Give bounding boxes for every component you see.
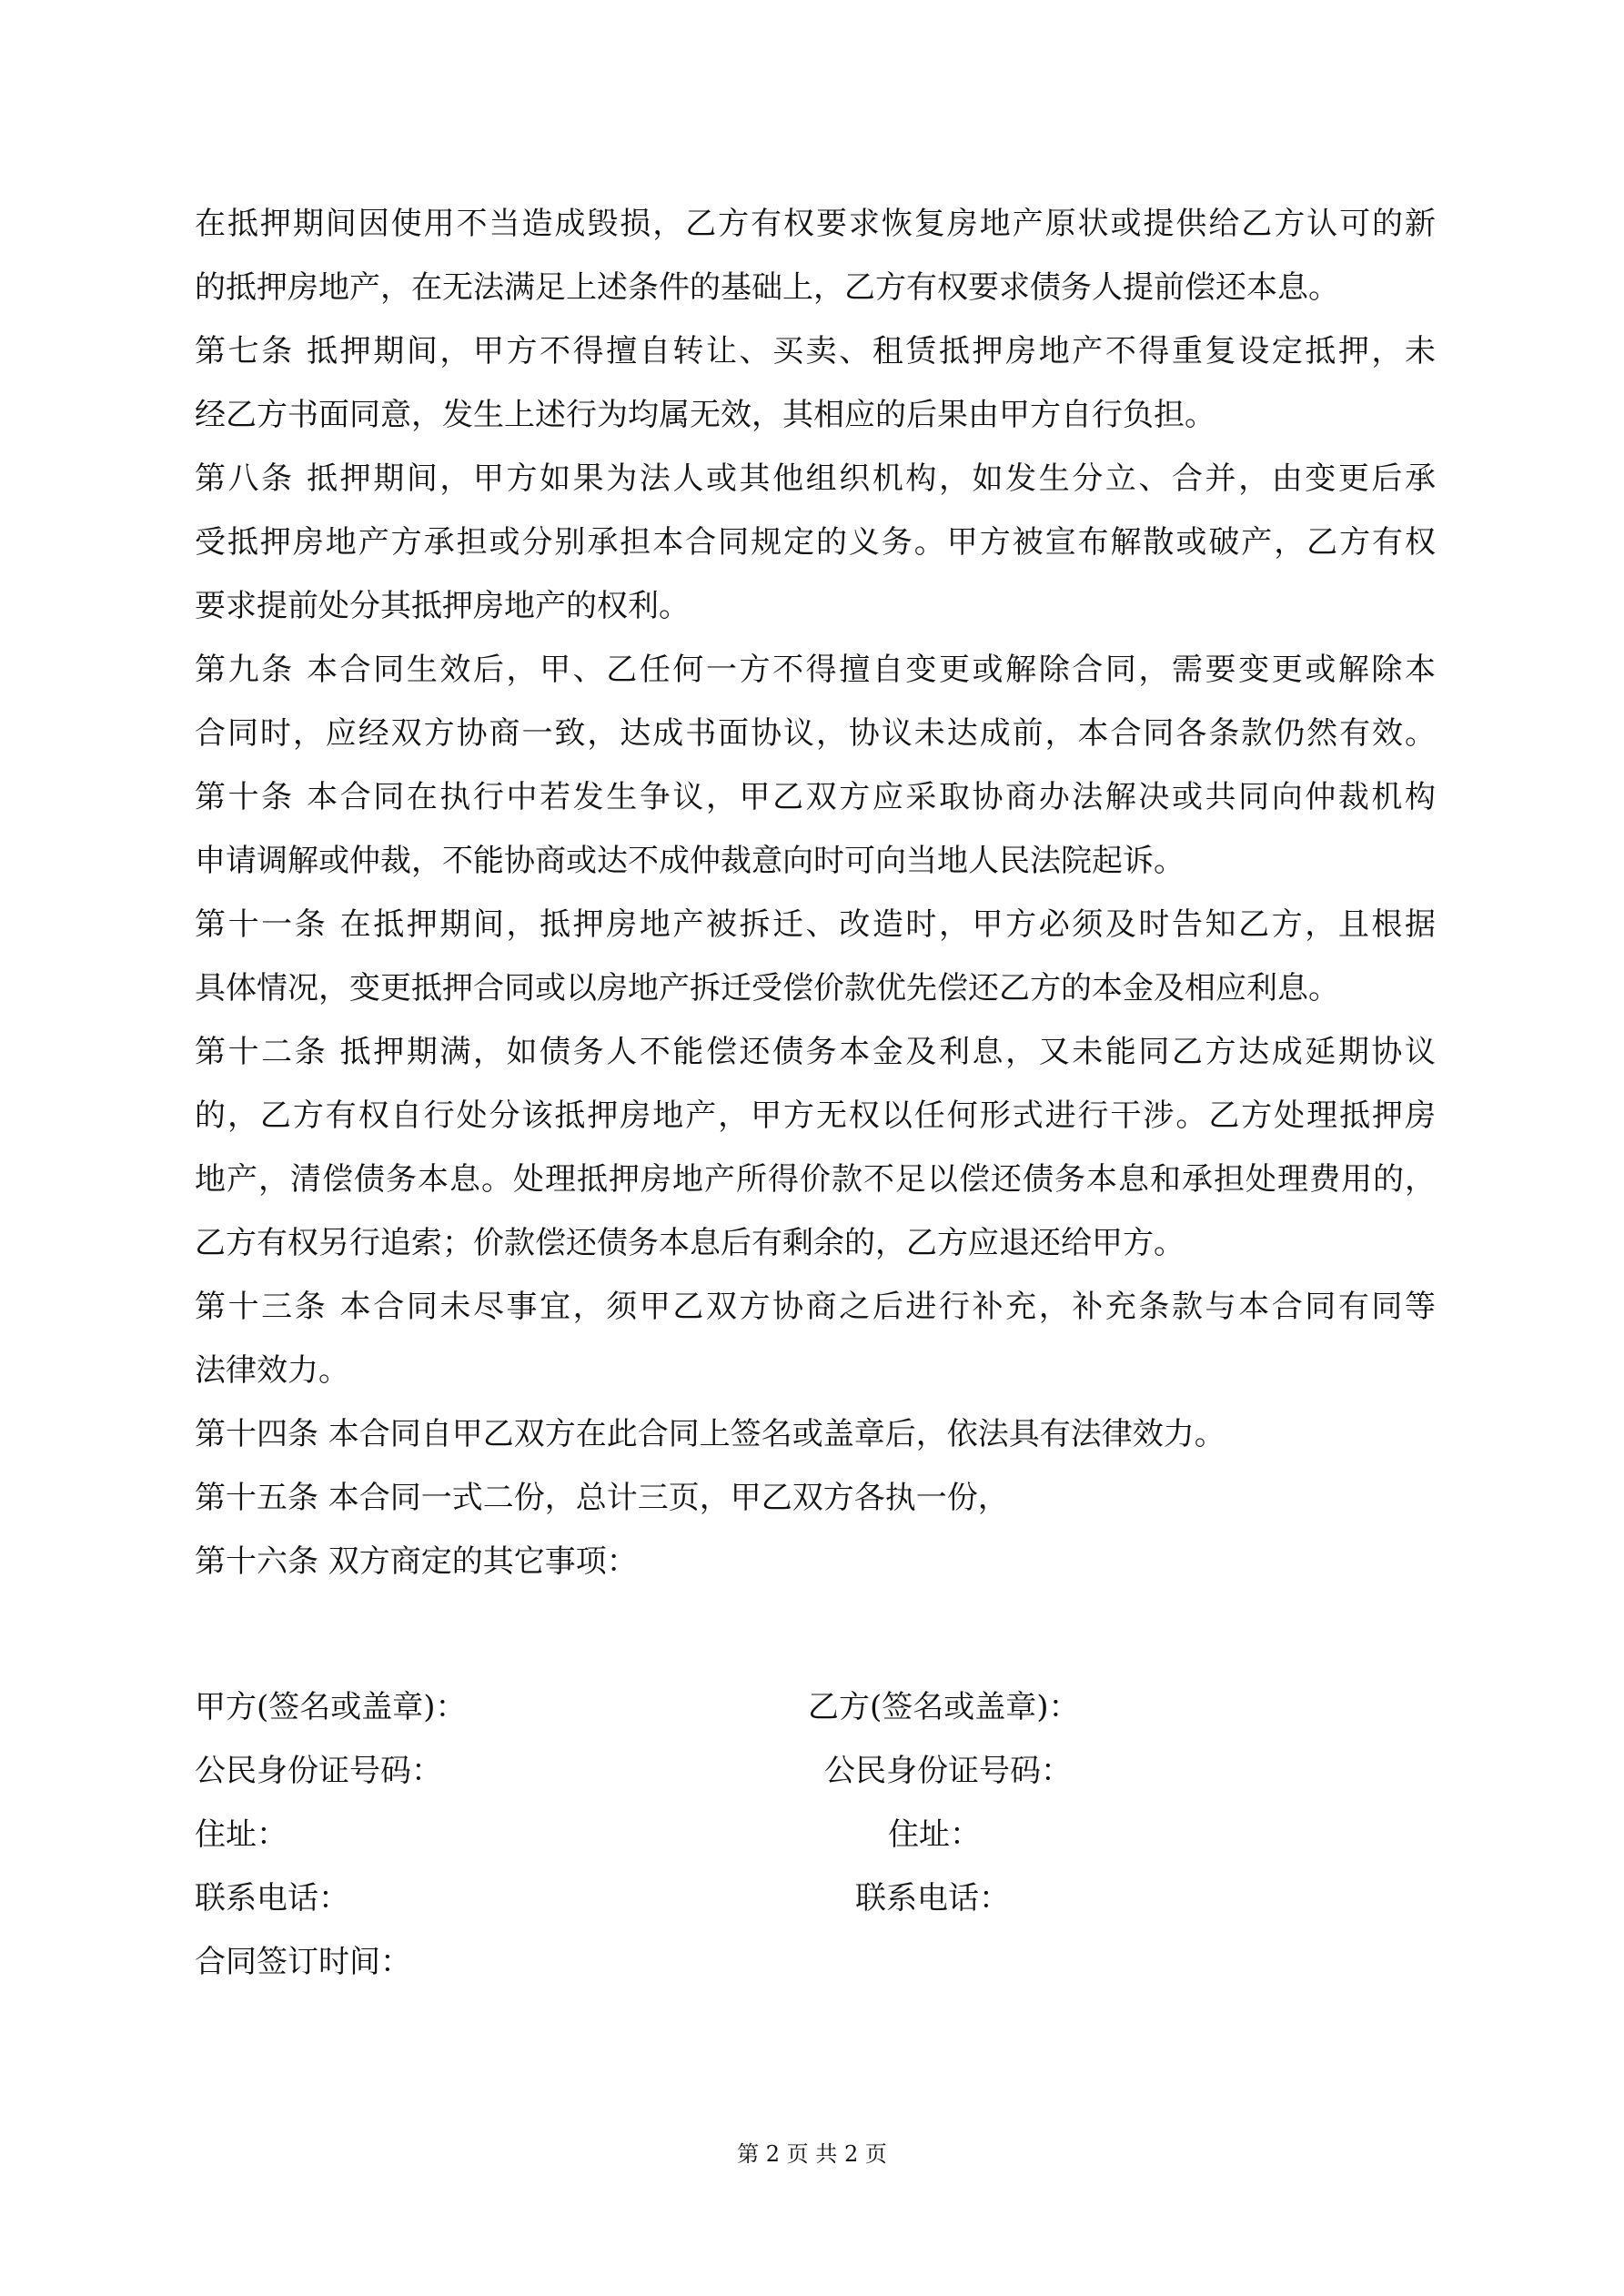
- body-line: 合同时，应经双方协商一致，达成书面协议，协议未达成前，本合同各条款仍然有效。: [195, 715, 1436, 752]
- body-line: 的抵押房地产，在无法满足上述条件的基础上，乙方有权要求债务人提前偿还本息。: [195, 269, 1339, 306]
- page-number-footer: 第 2 页 共 2 页: [737, 2141, 887, 2167]
- clause-16: 第十六条 双方商定的其它事项：: [195, 1543, 638, 1580]
- clause-10: 第十条 本合同在执行中若发生争议，甲乙双方应采取协商办法解决或共同向仲裁机构: [195, 779, 1436, 815]
- party-b-address-label: 住址：: [888, 1816, 981, 1853]
- party-a-phone-label: 联系电话：: [195, 1880, 349, 1917]
- party-b-phone-label: 联系电话：: [855, 1880, 1010, 1917]
- body-line: 法律效力。: [195, 1352, 349, 1389]
- party-b-id-label: 公民身份证号码：: [824, 1753, 1072, 1789]
- body-line: 受抵押房地产方承担或分别承担本合同规定的义务。甲方被宣布解散或破产，乙方有权: [195, 524, 1436, 561]
- body-line: 的，乙方有权自行处分该抵押房地产，甲方无权以任何形式进行干涉。乙方处理抵押房: [195, 1097, 1436, 1134]
- party-b-signature-label: 乙方(签名或盖章)：: [808, 1689, 1080, 1725]
- party-a-id-label: 公民身份证号码：: [195, 1753, 442, 1789]
- body-line: 要求提前处分其抵押房地产的权利。: [195, 588, 690, 624]
- body-line: 在抵押期间因使用不当造成毁损，乙方有权要求恢复房地产原状或提供给乙方认可的新: [195, 206, 1436, 242]
- signing-date-label: 合同签订时间：: [195, 1944, 411, 1980]
- body-line: 经乙方书面同意，发生上述行为均属无效，其相应的后果由甲方自行负担。: [195, 397, 1215, 433]
- clause-13: 第十三条 本合同未尽事宜，须甲乙双方协商之后进行补充，补充条款与本合同有同等: [195, 1289, 1436, 1325]
- clause-9: 第九条 本合同生效后，甲、乙任何一方不得擅自变更或解除合同，需要变更或解除本: [195, 652, 1436, 688]
- body-line: 申请调解或仲裁，不能协商或达不成仲裁意向时可向当地人民法院起诉。: [195, 843, 1185, 879]
- body-line: 乙方有权另行追索；价款偿还债务本息后有剩余的，乙方应退还给甲方。: [195, 1225, 1185, 1261]
- clause-14: 第十四条 本合同自甲乙双方在此合同上签名或盖章后，依法具有法律效力。: [195, 1416, 1226, 1452]
- party-a-address-label: 住址：: [195, 1816, 287, 1853]
- body-line: 地产，清偿债务本息。处理抵押房地产所得价款不足以偿还债务本息和承担处理费用的，: [195, 1161, 1436, 1198]
- clause-15: 第十五条 本合同一式二份，总计三页，甲乙双方各执一份，: [195, 1480, 1009, 1516]
- clause-7: 第七条 抵押期间，甲方不得擅自转让、买卖、租赁抵押房地产不得重复设定抵押，未: [195, 333, 1436, 369]
- clause-12: 第十二条 抵押期满，如债务人不能偿还债务本金及利息，又未能同乙方达成延期协议: [195, 1034, 1436, 1070]
- party-a-signature-label: 甲方(签名或盖章)：: [195, 1689, 467, 1725]
- clause-8: 第八条 抵押期间，甲方如果为法人或其他组织机构，如发生分立、合并，由变更后承: [195, 460, 1436, 497]
- clause-11: 第十一条 在抵押期间，抵押房地产被拆迁、改造时，甲方必须及时告知乙方，且根据: [195, 906, 1436, 943]
- body-line: 具体情况，变更抵押合同或以房地产拆迁受偿价款优先偿还乙方的本金及相应利息。: [195, 970, 1339, 1006]
